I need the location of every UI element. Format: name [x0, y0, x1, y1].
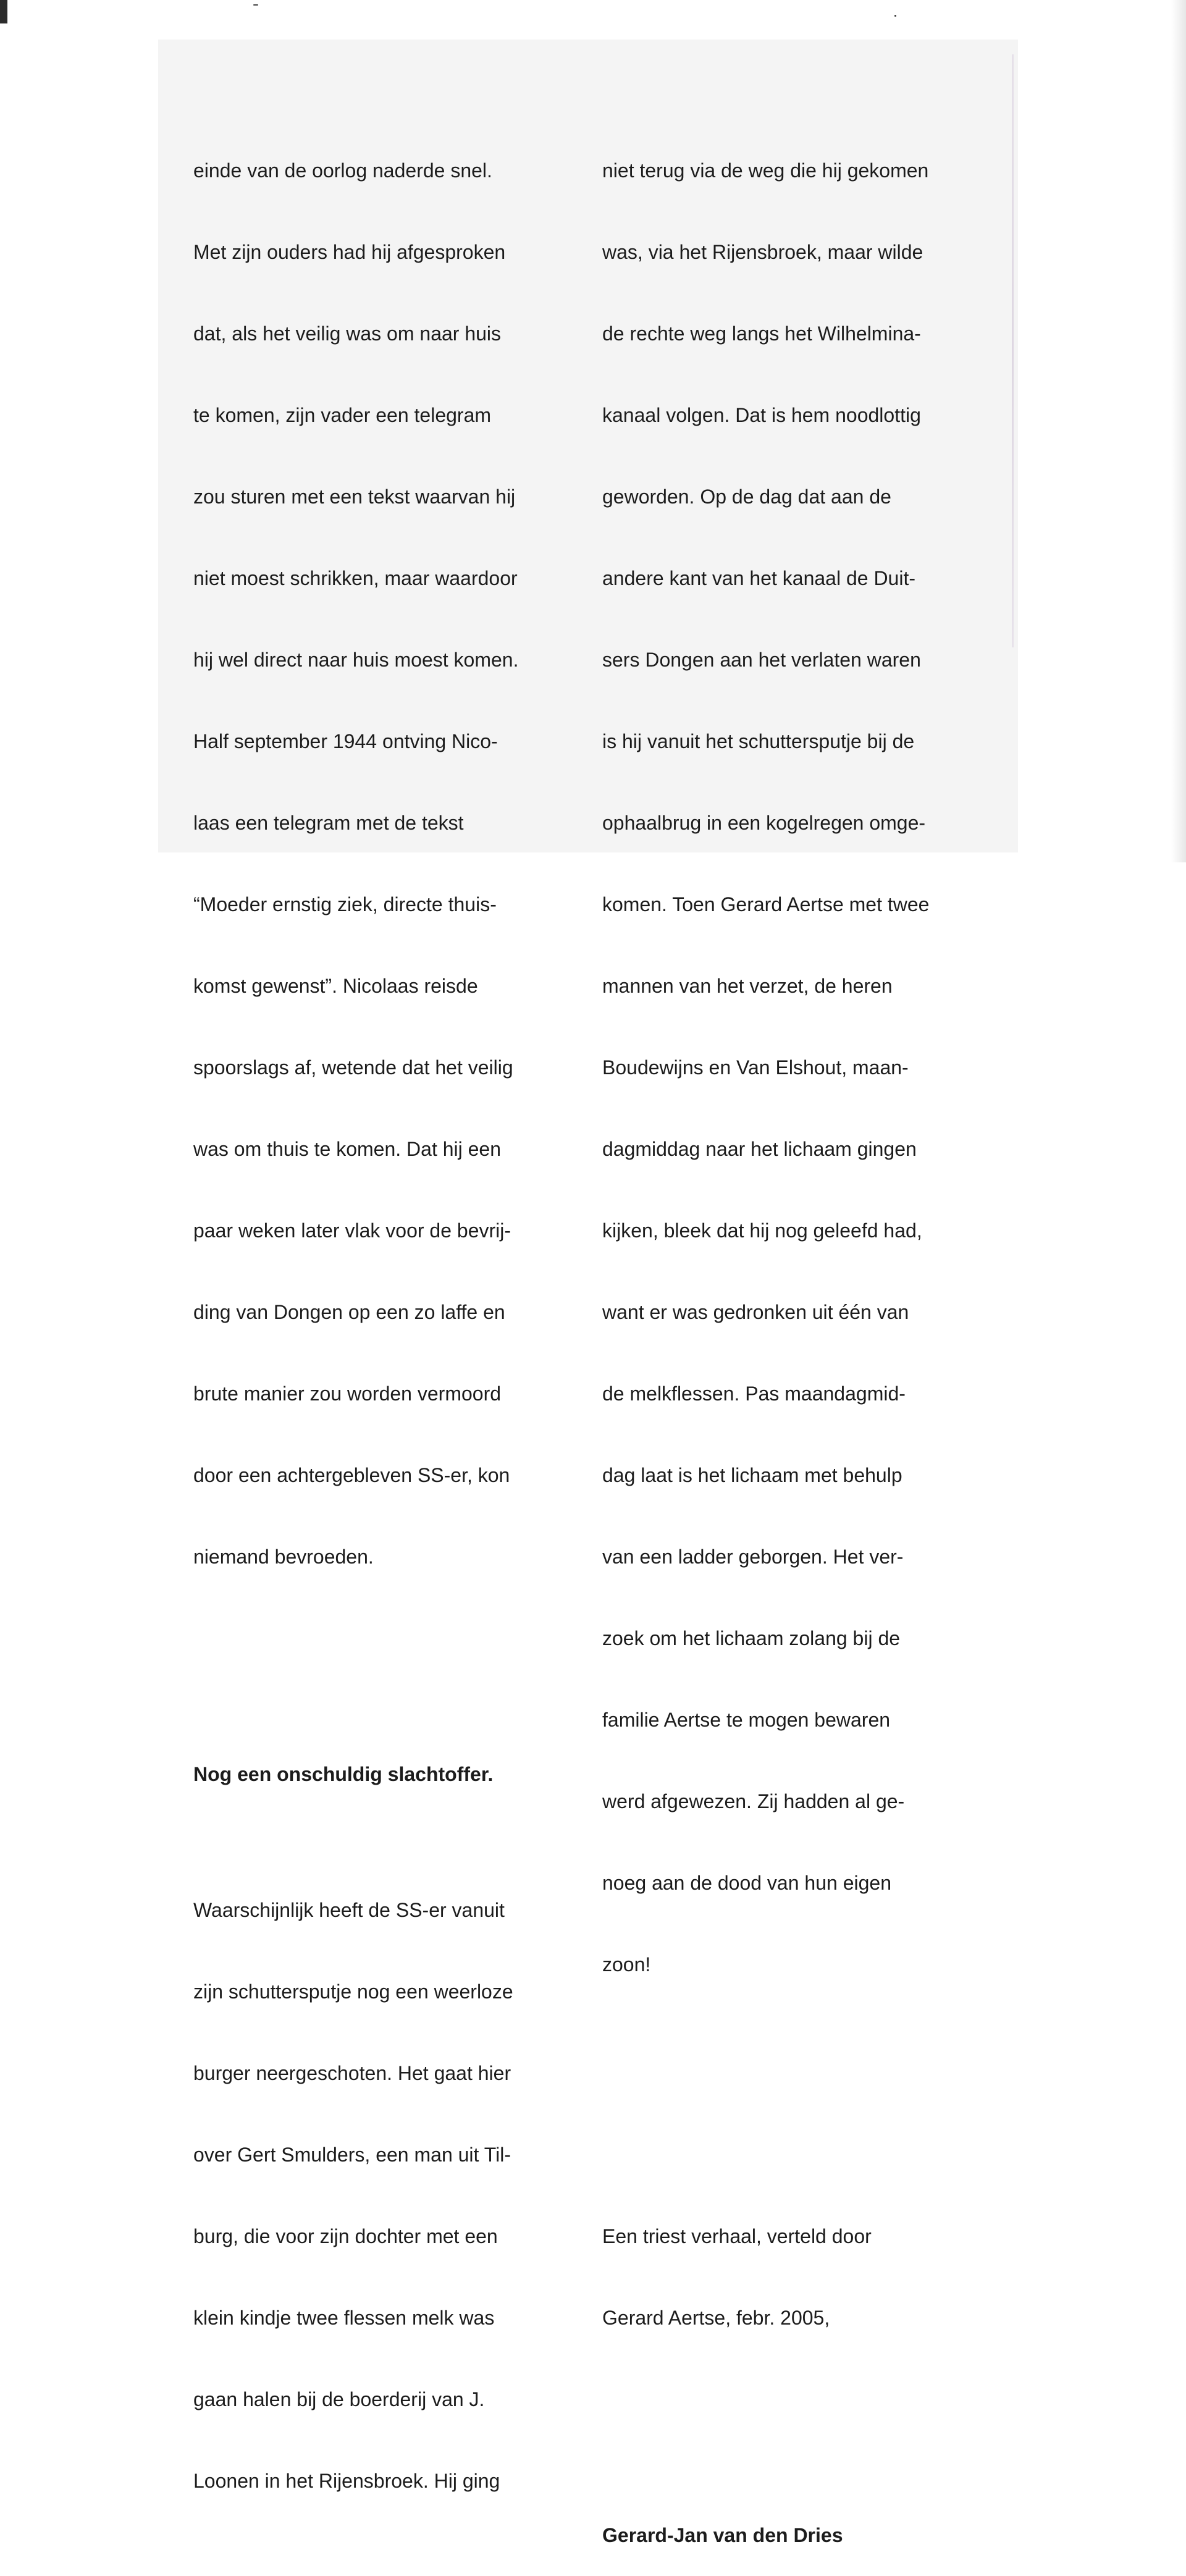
paragraph-gap	[193, 1679, 589, 1706]
text-line: ding van Dongen op een zo laffe en	[193, 1301, 505, 1323]
text-line: familie Aertse te mogen bewaren	[602, 1709, 891, 1731]
text-line: komen. Toen Gerard Aertse met twee	[602, 893, 930, 915]
paragraph-gap	[602, 2440, 998, 2467]
text-line: komst gewenst”. Nicolaas reisde	[193, 975, 478, 997]
text-line: Gerard Aertse, febr. 2005,	[602, 2307, 830, 2329]
text-line: spoorslags af, wetende dat het veilig	[193, 1056, 513, 1079]
scan-edge-mark	[0, 0, 7, 23]
right-column	[602, 48, 998, 2576]
text-line: laas een telegram met de tekst	[193, 812, 464, 834]
text-line: burg, die voor zijn dochter met een	[193, 2225, 498, 2247]
text-line: zou sturen met een tekst waarvan hij	[193, 486, 516, 508]
left-paragraph-1	[193, 103, 589, 1625]
text-line: zijn schuttersputje nog een weerloze	[193, 1980, 513, 2003]
text-line: niet terug via de weg die hij gekomen	[602, 159, 929, 182]
text-line: brute manier zou worden vermoord	[193, 1383, 502, 1405]
text-line: kijken, bleek dat hij nog geleefd had,	[602, 1219, 922, 1242]
text-line: sers Dongen aan het verlaten waren	[602, 649, 921, 671]
text-line: paar weken later vlak voor de bevrij-	[193, 1219, 511, 1242]
text-line: werd afgewezen. Zij hadden al ge-	[602, 1790, 905, 1812]
left-paragraph-2	[193, 1842, 589, 2549]
text-line: was om thuis te komen. Dat hij een	[193, 1138, 502, 1160]
text-line: van een ladder geborgen. Het ver-	[602, 1546, 904, 1568]
section-heading: Nog een onschuldig slachtoffer.	[193, 1763, 494, 1785]
text-line: door een achtergebleven SS-er, kon	[193, 1464, 510, 1486]
text-line: einde van de oorlog naderde snel.	[193, 159, 492, 182]
text-line: Boudewijns en Van Elshout, maan-	[602, 1056, 909, 1079]
text-line: niet moest schrikken, maar waardoor	[193, 567, 518, 589]
text-line: want er was gedronken uit één van	[602, 1301, 909, 1323]
text-line: niemand bevroeden.	[193, 1546, 374, 1568]
text-line: burger neergeschoten. Het gaat hier	[193, 2062, 511, 2084]
text-line: over Gert Smulders, een man uit Til-	[193, 2144, 511, 2166]
text-line: de rechte weg langs het Wilhelmina-	[602, 322, 921, 345]
text-line: zoon!	[602, 1953, 651, 1976]
text-line: “Moeder ernstig ziek, directe thuis-	[193, 893, 497, 915]
right-paragraph-2	[602, 2168, 998, 2386]
text-line: noeg aan de dood van hun eigen	[602, 1872, 891, 1894]
text-line: geworden. Op de dag dat aan de	[602, 486, 891, 508]
text-line: dat, als het veilig was om naar huis	[193, 322, 502, 345]
text-line: Een triest verhaal, verteld door	[602, 2225, 872, 2247]
text-line: was, via het Rijensbroek, maar wilde	[602, 241, 923, 263]
scan-speck	[253, 4, 258, 6]
text-line: kanaal volgen. Dat is hem noodlottig	[602, 404, 921, 426]
text-line: ophaalbrug in een kogelregen omge-	[602, 812, 926, 834]
text-line: Loonen in het Rijensbroek. Hij ging	[193, 2470, 500, 2492]
text-line: gaan halen bij de boerderij van J.	[193, 2388, 485, 2410]
text-line: de melkflessen. Pas maandagmid-	[602, 1383, 906, 1405]
paragraph-gap	[602, 2087, 998, 2114]
text-line: is hij vanuit het schuttersputje bij de	[602, 730, 915, 752]
right-paragraph-1	[602, 103, 998, 2032]
text-line: Met zijn ouders had hij afgesproken	[193, 241, 506, 263]
scan-right-edge	[1171, 0, 1186, 862]
column-rule	[1012, 54, 1014, 647]
text-line: hij wel direct naar huis moest komen.	[193, 649, 519, 671]
text-line: dag laat is het lichaam met behulp	[602, 1464, 902, 1486]
text-line: klein kindje twee flessen melk was	[193, 2307, 495, 2329]
text-line: andere kant van het kanaal de Duit-	[602, 567, 915, 589]
text-line: zoek om het lichaam zolang bij de	[602, 1627, 901, 1649]
author-signature: Gerard-Jan van den Dries	[602, 2524, 843, 2546]
scan-speck	[894, 15, 896, 17]
text-line: Half september 1944 ontving Nico-	[193, 730, 498, 752]
text-line: dagmiddag naar het lichaam gingen	[602, 1138, 917, 1160]
text-line: Waarschijnlijk heeft de SS-er vanuit	[193, 1899, 505, 1921]
text-line: te komen, zijn vader een telegram	[193, 404, 492, 426]
text-line: mannen van het verzet, de heren	[602, 975, 893, 997]
left-column	[193, 48, 589, 2576]
